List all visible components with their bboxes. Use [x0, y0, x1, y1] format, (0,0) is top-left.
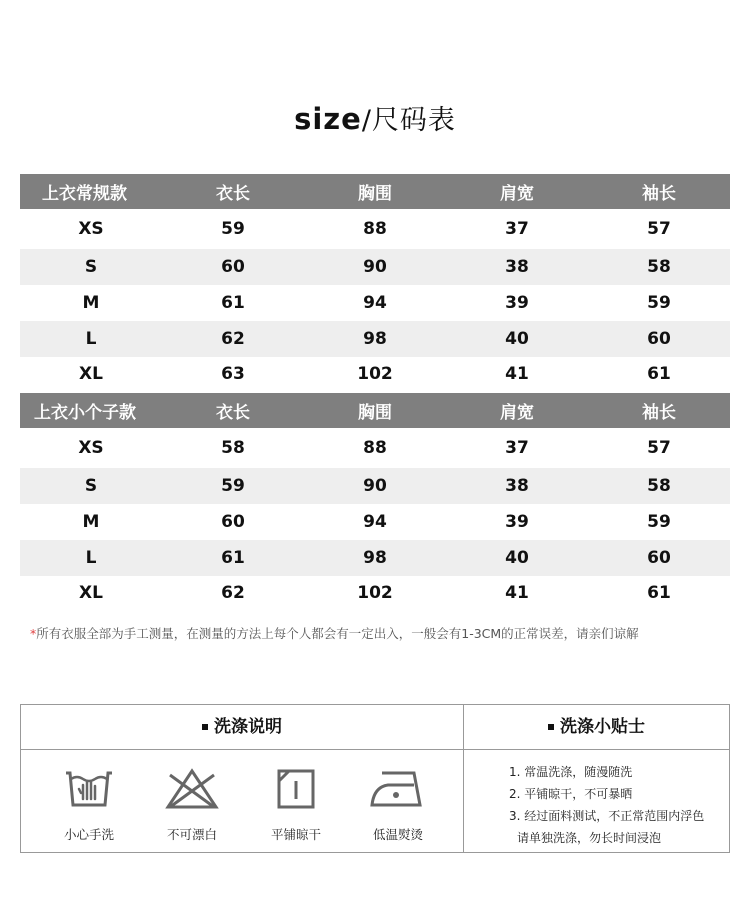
table-cell: XL [79, 583, 103, 603]
table-cell: M [82, 512, 100, 532]
care-title [21, 705, 463, 749]
horizontal-divider [21, 749, 729, 750]
table-cell: 61 [221, 548, 245, 568]
table-row [20, 540, 730, 576]
table-cell: 38 [505, 257, 529, 277]
table-cell: XS [78, 438, 104, 458]
table-cell: 59 [221, 219, 245, 239]
table-cell: 59 [647, 512, 671, 532]
header-cell: 袖长 [642, 184, 676, 204]
table-cell: 60 [221, 512, 245, 532]
table-cell: 41 [505, 583, 529, 603]
table-cell: 37 [505, 219, 529, 239]
note-text: 所有衣服全部为手工测量，在测量的方法上每个人都会有一定出入，一般会有1-3CM的正常误差，请亲们谅解 [36, 626, 639, 641]
care-instructions-box [20, 704, 730, 853]
care-icon-item [142, 767, 242, 843]
table-cell: XS [78, 219, 104, 239]
table-cell: 63 [221, 363, 245, 384]
care-icons [21, 767, 463, 847]
care-icon-label: 不可漂白 [166, 827, 217, 842]
table-cell: 60 [647, 548, 671, 568]
table-cell: 39 [505, 512, 529, 532]
header-cell: 肩宽 [500, 184, 534, 204]
table-cell: 58 [647, 257, 671, 277]
table-cell: 102 [357, 583, 393, 603]
bullet-square-icon [202, 724, 208, 730]
table-row [20, 249, 730, 285]
title-en: size [294, 102, 362, 136]
tips-title [464, 705, 729, 749]
table-row [20, 468, 730, 504]
care-icon-label: 平铺晾干 [270, 827, 321, 842]
table-cell: 88 [363, 219, 387, 239]
table-row [20, 285, 730, 321]
table-cell: S [84, 476, 98, 496]
table-cell: XL [79, 363, 103, 384]
header-cell: 衣长 [216, 403, 250, 423]
care-icon-item [246, 767, 346, 843]
table-row [20, 209, 730, 249]
header-cell: 胸围 [358, 184, 392, 204]
table-cell: 40 [505, 329, 529, 349]
header-cell: 袖长 [642, 403, 676, 423]
table-row [20, 576, 730, 610]
table-cell: 90 [363, 476, 387, 496]
table-cell: 62 [221, 583, 245, 603]
care-icon-label: 低温熨烫 [372, 827, 423, 842]
table-cell: 61 [221, 293, 245, 313]
table-cell: 94 [363, 512, 387, 532]
tip-item: 2. 平铺晾干，不可暴晒 [509, 787, 633, 801]
table-cell: 39 [505, 293, 529, 313]
table-row [20, 428, 730, 468]
table-cell: L [85, 329, 97, 349]
title-zh: 尺码表 [371, 105, 456, 136]
table-cell: 61 [647, 363, 671, 384]
dry-flat-icon [274, 767, 318, 811]
tip-item: 3. 经过面料测试，不正常范围内浮色 [509, 809, 705, 823]
no-bleach-icon [164, 767, 220, 811]
table-cell: 60 [221, 257, 245, 277]
measurement-note [30, 624, 730, 642]
table-cell: 59 [647, 293, 671, 313]
table-cell: 102 [357, 363, 393, 384]
table-row [20, 321, 730, 357]
care-title-label: 洗涤说明 [214, 717, 282, 737]
size-table-regular [20, 174, 730, 390]
table-cell: 57 [647, 438, 671, 458]
table-cell: 59 [221, 476, 245, 496]
table-cell: 58 [221, 438, 245, 458]
tips-title-label: 洗涤小贴士 [560, 717, 645, 737]
page-title [0, 98, 750, 137]
table-header-row [20, 174, 730, 209]
header-cell: 上衣小个子款 [34, 403, 136, 423]
hand-wash-icon [63, 767, 115, 811]
table-cell: 61 [647, 583, 671, 603]
header-cell: 上衣常规款 [42, 184, 127, 204]
table-row [20, 357, 730, 390]
tip-item: 1. 常温洗涤，随漫随洗 [509, 765, 633, 779]
note-star: * [30, 626, 37, 641]
table-cell: 41 [505, 363, 529, 384]
low-iron-icon [368, 767, 428, 811]
care-icon-item [39, 767, 139, 843]
table-cell: 57 [647, 219, 671, 239]
table-cell: 62 [221, 329, 245, 349]
care-icon-label: 小心手洗 [63, 827, 114, 842]
header-cell: 肩宽 [500, 403, 534, 423]
table-cell: 60 [647, 329, 671, 349]
table-cell: S [84, 257, 98, 277]
table-cell: 94 [363, 293, 387, 313]
header-cell: 胸围 [358, 403, 392, 423]
table-cell: M [82, 293, 100, 313]
table-cell: 98 [363, 329, 387, 349]
table-cell: 88 [363, 438, 387, 458]
table-cell: 38 [505, 476, 529, 496]
table-cell: 98 [363, 548, 387, 568]
care-icon-item [348, 767, 448, 843]
table-cell: L [85, 548, 97, 568]
header-cell: 衣长 [216, 184, 250, 204]
size-table-petite [20, 393, 730, 610]
table-row [20, 504, 730, 540]
table-cell: 90 [363, 257, 387, 277]
table-cell: 58 [647, 476, 671, 496]
tip-item: 请单独洗涤，勿长时间浸泡 [517, 831, 662, 845]
tips-list [509, 761, 734, 849]
table-cell: 40 [505, 548, 529, 568]
table-cell: 37 [505, 438, 529, 458]
table-header-row [20, 393, 730, 428]
bullet-square-icon [548, 724, 554, 730]
title-slash: / [361, 105, 372, 136]
